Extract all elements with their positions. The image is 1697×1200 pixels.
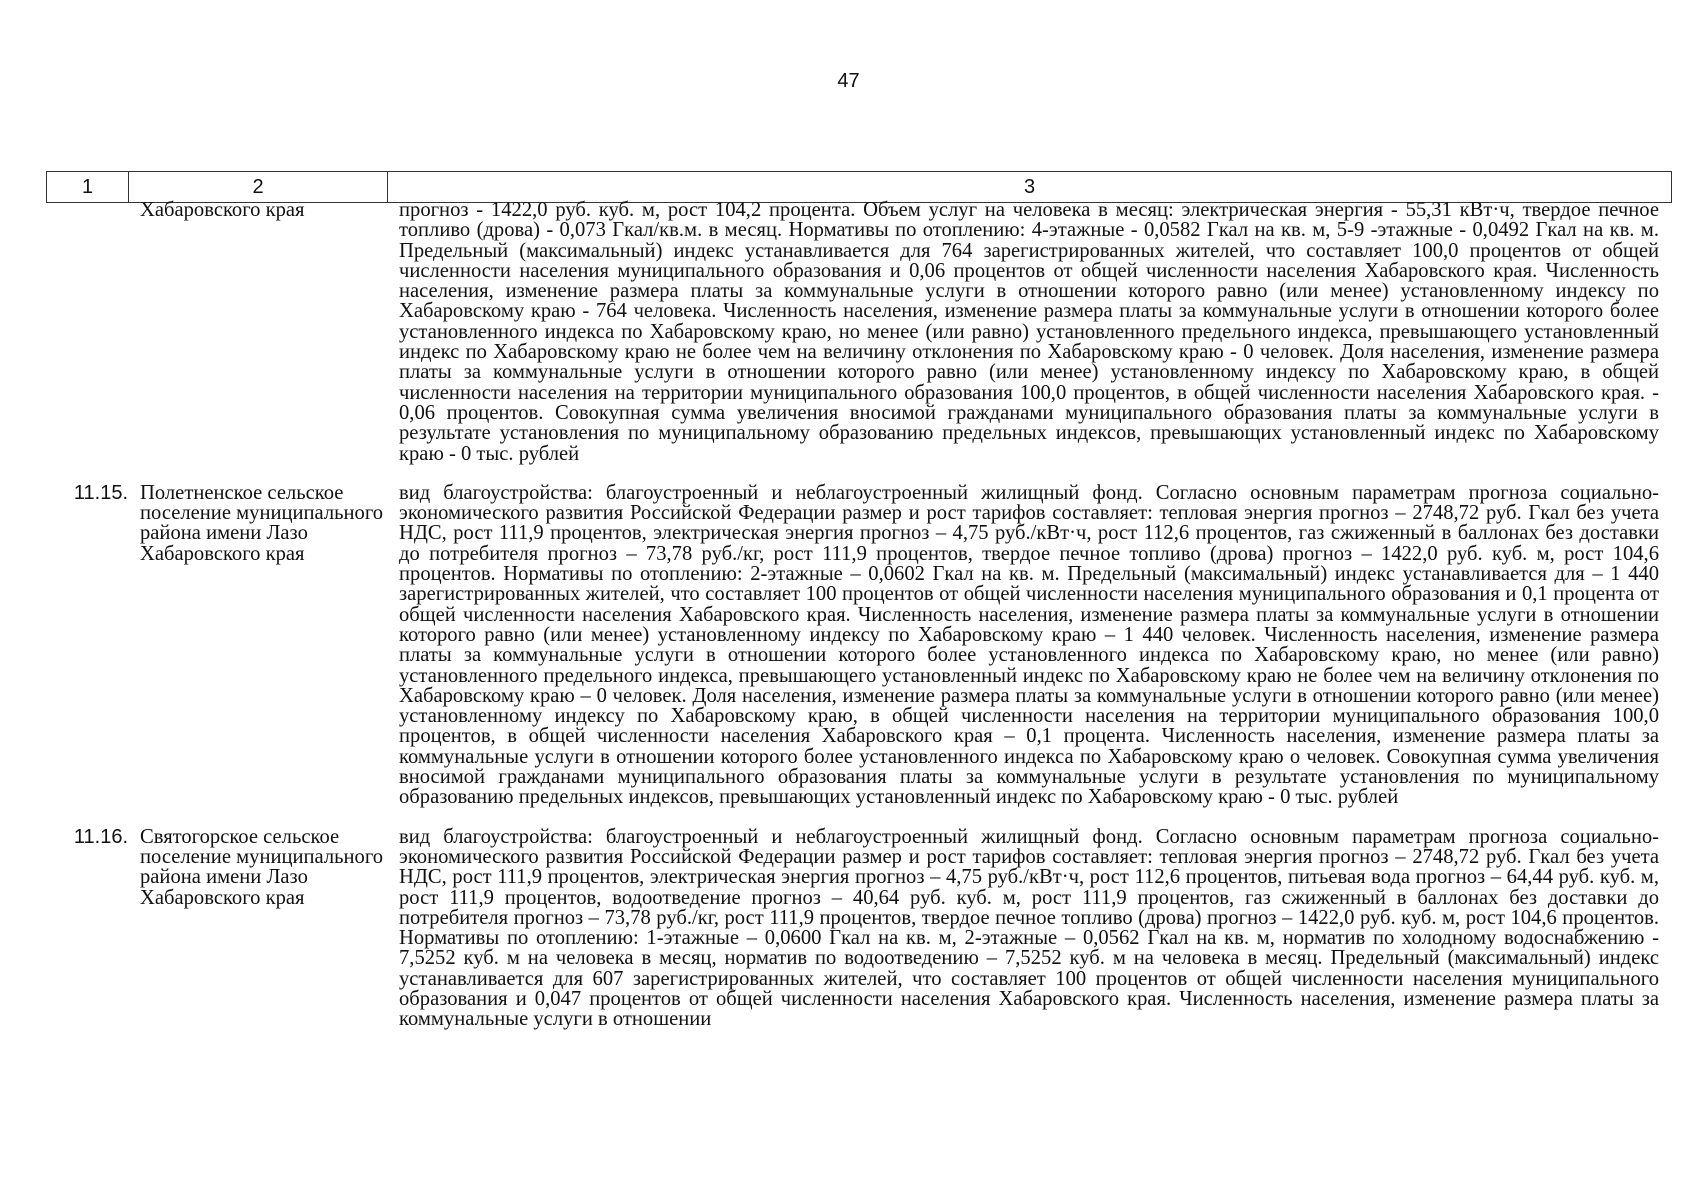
header-col-2: 2 xyxy=(129,172,388,202)
row-description: прогноз - 1422,0 руб. куб. м, рост 104,2 процента. Объем услуг на человека в месяц: электрическая энергия - 55,31 кВт·ч, твердое печное топливо (дрова) - 0,073 Гкал/кв.м. в месяц. Нормативы по отоплению: 4-этажные - 0,0582 Гкал на кв. м, 5-9 -этажные - 0,0492 Гкал на кв. м. Предельный (максимальный) индекс устанавливается для 764 зарегистрированных жителей, что составляет 100,0 процентов от общей численности населения муниципального образования и 0,06 процентов от общей численности населения Хабаровского края. Численность населения, изменение размера платы за коммунальные услуги в отношении которого равно (или менее) установленному индексу по Хабаровскому краю - 764 человека. Численность населения, изменение размера платы за коммунальные услуги в отношении которого более установленного индекса по Хабаровскому краю, но менее (или равно) установленного предельного индекса, превышающего установленный индекс по Хабаровскому краю не более чем на величину отклонения по Хабаровскому краю - 0 человек. Доля населения, изменение размера платы за коммунальные услуги в отношении которого равно (или менее) установленному индексу по Хабаровскому краю, в общей численности населения на территории муниципального образования 100,0 процентов, в общей численности населения Хабаровского края. - 0,06 процентов. Совокупная сумма увеличения вносимой гражданами муниципального образования платы за коммунальные услуги в результате установления по муниципальному образованию предельных индексов, превышающих установленный индекс по Хабаровскому краю - 0 тыс. рублей xyxy=(399,199,1659,465)
row-number: 11.15. xyxy=(73,481,128,504)
row-number: 11.16. xyxy=(73,825,128,848)
table-row xyxy=(46,827,1672,1030)
row-description: вид благоустройства: благоустроенный и неблагоустроенный жилищный фонд. Согласно основным параметрам прогноза социально-экономического развития Российской Федерации размер и рост тарифов составляет: тепловая энергия прогноз – 2748,72 руб. Гкал без учета НДС, рост 111,9 процентов, электрическая энергия прогноз – 4,75 руб./кВт·ч, рост 112,6 процентов, газ сжиженный в баллонах без доставки до потребителя прогноз – 73,78 руб./кг, рост 111,9 процентов, твердое печное топливо (дрова) прогноз – 1422,0 руб. куб. м, рост 104,6 процентов. Нормативы по отоплению: 2-этажные – 0,0602 Гкал на кв. м. Предельный (максимальный) индекс устанавливается для – 1 440 зарегистрированных жителей, что составляет 100 процентов от общей численности населения муниципального образования и 0,1 процента от общей численности населения Хабаровского края. Численность населения, изменение размера платы за коммунальные услуги в отношении которого равно (или менее) установленному индексу по Хабаровскому краю – 1 440 человек. Численность населения, изменение размера платы за коммунальные услуги в отношении которого более установленного индекса по Хабаровскому краю, но менее (или равно) установленного предельного индекса, превышающего установленный индекс по Хабаровскому краю не более чем на величину отклонения по Хабаровскому краю – 0 человек. Доля населения, изменение размера платы за коммунальные услуги в отношении которого равно (или менее) установленному индексу по Хабаровскому краю, в общей численности населения на территории муниципального образования 100,0 процентов, в общей численности населения Хабаровского края – 0,1 процента. Численность населения, изменение размера платы за коммунальные услуги в отношении которого более установленного индекса по Хабаровскому краю о человек. Совокупная сумма увеличения вносимой гражданами муниципального образования платы за коммунальные услуги в результате установления по муниципальному образованию предельных индексов, превышающих установленный индекс по Хабаровскому краю - 0 тыс. рублей xyxy=(399,481,1659,809)
table-row xyxy=(46,483,1672,808)
table-body xyxy=(46,200,1672,1030)
row-description: вид благоустройства: благоустроенный и неблагоустроенный жилищный фонд. Согласно основным параметрам прогноза социально-экономического развития Российской Федерации размер и рост тарифов составляет: тепловая энергия прогноз – 2748,72 руб. Гкал без учета НДС, рост 111,9 процентов, электрическая энергия прогноз – 4,75 руб./кВт·ч, рост 112,6 процентов, питьевая вода прогноз – 64,44 руб. куб. м, рост 111,9 процентов, водоотведение прогноз – 40,64 руб. куб. м, рост 111,9 процентов, газ сжиженный в баллонах без доставки до потребителя прогноз – 73,78 руб./кг, рост 111,9 процентов, твердое печное топливо (дрова) прогноз – 1422,0 руб. куб. м, рост 104,6 процентов. Нормативы по отоплению: 1-этажные – 0,0600 Гкал на кв. м, 2-этажные – 0,0562 Гкал на кв. м, норматив по холодному водоснабжению - 7,5252 куб. м на человека в месяц, норматив по водоотведению – 7,5252 куб. м на человека в месяц. Предельный (максимальный) индекс устанавливается для 607 зарегистрированных жителей, что составляет 100 процентов от общей численности населения муниципального образования и 0,047 процентов от общей численности населения Хабаровского края. Численность населения, изменение размера платы за коммунальные услуги в отношении xyxy=(399,825,1659,1031)
header-col-3: 3 xyxy=(1023,175,1036,198)
header-col-1: 1 xyxy=(47,172,129,202)
municipality-name: Святогорское сельское поселение муниципального района имени Лазо Хабаровского края xyxy=(140,825,384,909)
page-number: 47 xyxy=(837,70,860,92)
municipality-name: Хабаровского края xyxy=(140,199,305,221)
municipality-name: Полетненское сельское поселение муниципального района имени Лазо Хабаровского края xyxy=(140,481,384,565)
table-row xyxy=(46,200,1672,464)
